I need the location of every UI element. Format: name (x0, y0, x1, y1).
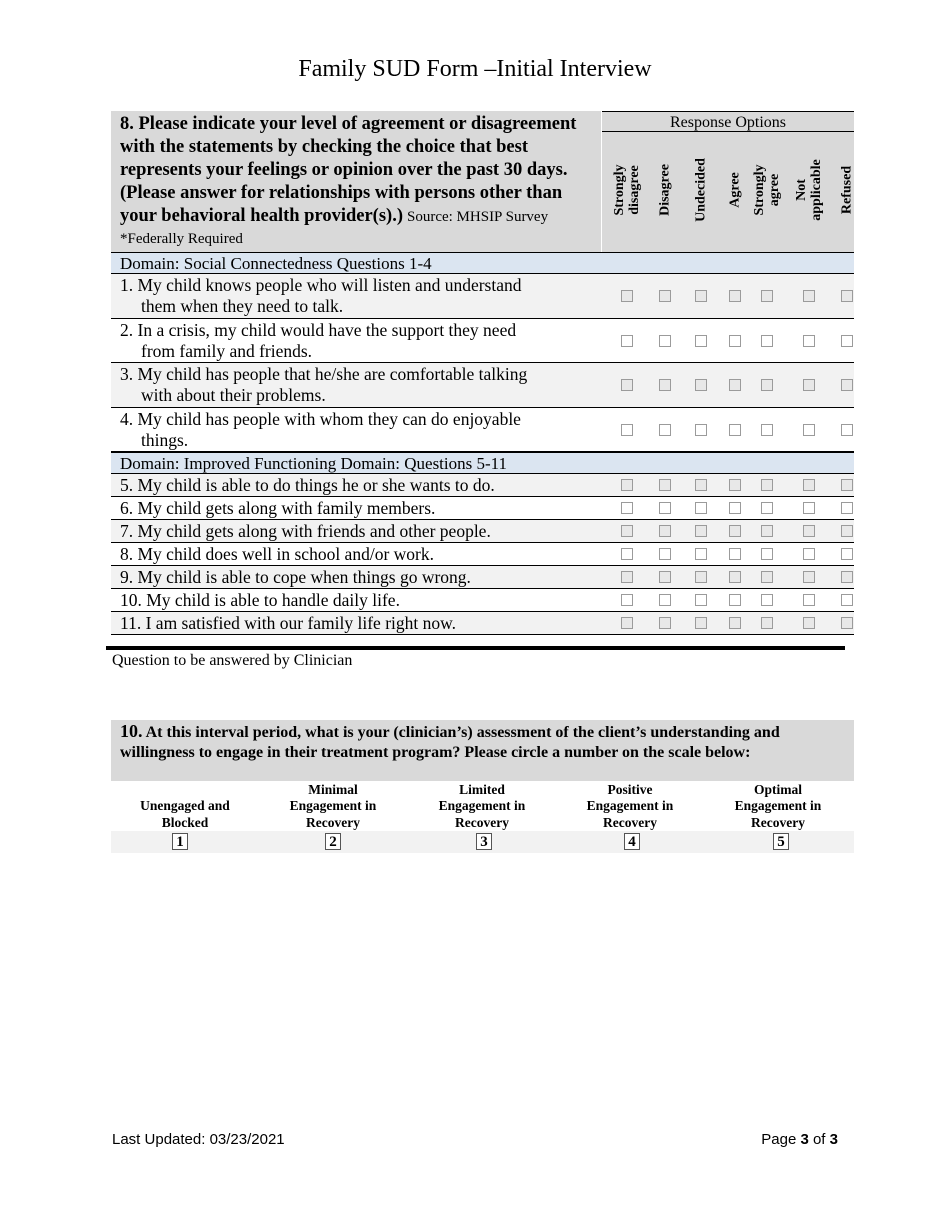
response-checkbox[interactable] (803, 502, 815, 514)
response-checkbox[interactable] (659, 424, 671, 436)
response-checkbox[interactable] (621, 479, 633, 491)
scale-label: Unengaged and Blocked (140, 798, 230, 830)
question-line-continued: them when they need to talk. (141, 296, 344, 316)
question-8-table (111, 111, 854, 635)
question-8-prompt (111, 111, 601, 252)
table-row (111, 566, 854, 589)
response-checkbox[interactable] (695, 479, 707, 491)
response-option-header (647, 132, 683, 252)
response-option-header (749, 132, 785, 252)
response-checkbox[interactable] (803, 571, 815, 583)
response-checkbox[interactable] (761, 548, 773, 560)
response-checkbox[interactable] (803, 617, 815, 629)
response-checkbox[interactable] (761, 379, 773, 391)
domain-header-social: Domain: Social Connectedness Questions 1-4 (111, 252, 854, 274)
response-checkbox[interactable] (659, 502, 671, 514)
response-checkbox[interactable] (621, 335, 633, 347)
question-text (120, 543, 590, 565)
scale-label: Positive Engagement in Recovery (586, 781, 674, 830)
question-line: 9. My child is able to cope when things go wrong. (120, 567, 471, 587)
section-divider (106, 646, 845, 650)
response-checkbox[interactable] (659, 594, 671, 606)
response-option-label: Undecided (693, 158, 709, 222)
table-row (111, 363, 854, 408)
response-checkbox[interactable] (695, 594, 707, 606)
response-checkbox[interactable] (729, 617, 741, 629)
table-row (111, 543, 854, 566)
question-text (120, 275, 590, 317)
response-checkbox[interactable] (659, 525, 671, 537)
response-option-header (609, 132, 645, 252)
table-row (111, 589, 854, 612)
response-checkbox[interactable] (803, 525, 815, 537)
last-updated: Last Updated: 03/23/2021 (112, 1131, 285, 1148)
response-checkbox[interactable] (695, 617, 707, 629)
response-checkbox[interactable] (729, 290, 741, 302)
response-checkbox[interactable] (729, 525, 741, 537)
question-text (120, 566, 590, 588)
question-text (120, 364, 590, 406)
question-8-text: 8. Please indicate your level of agreement or disagreement with the statements by checking the choice that best represents your feelings or opinion over the past 30 days. (Please answer for relationships with persons other than your behavioral health provider(s).) (120, 114, 577, 226)
response-checkbox[interactable] (729, 479, 741, 491)
question-text (120, 409, 590, 451)
response-checkbox[interactable] (659, 479, 671, 491)
table-row (111, 408, 854, 453)
page-current: 3 (800, 1131, 809, 1148)
response-checkbox[interactable] (695, 424, 707, 436)
question-10-number: 10. (120, 721, 143, 741)
response-checkbox[interactable] (695, 571, 707, 583)
response-checkbox[interactable] (803, 335, 815, 347)
question-line: 6. My child gets along with family members. (120, 498, 436, 518)
response-checkbox[interactable] (841, 617, 853, 629)
response-checkbox[interactable] (761, 525, 773, 537)
question-text (120, 612, 590, 634)
response-option-headers (602, 132, 854, 252)
response-checkbox[interactable] (695, 379, 707, 391)
scale-label: Optimal Engagement in Recovery (734, 781, 822, 830)
response-checkbox[interactable] (761, 617, 773, 629)
response-checkbox[interactable] (659, 571, 671, 583)
response-checkbox[interactable] (841, 548, 853, 560)
response-option-label: Strongly agree (752, 164, 782, 216)
response-checkbox[interactable] (621, 548, 633, 560)
response-checkbox[interactable] (659, 379, 671, 391)
question-line: 3. My child has people that he/she are comfortable talking (120, 364, 528, 384)
response-option-label: Strongly disagree (612, 164, 642, 216)
response-checkbox[interactable] (695, 502, 707, 514)
scale-label: Minimal Engagement in Recovery (289, 781, 377, 830)
response-checkbox[interactable] (761, 594, 773, 606)
response-checkbox[interactable] (803, 479, 815, 491)
table-row (111, 319, 854, 364)
question-text (120, 520, 590, 542)
question-10-text: At this interval period, what is your (clinician’s) assessment of the client’s understanding and willingness to engage in their treatment program? Please circle a number on the scale below: (120, 724, 780, 761)
page-total: 3 (829, 1131, 838, 1148)
response-option-label: Refused (839, 165, 855, 215)
response-checkbox[interactable] (621, 290, 633, 302)
scale-number-option[interactable]: 4 (624, 833, 640, 850)
question-10-prompt (111, 720, 854, 781)
question-line: 8. My child does well in school and/or work. (120, 544, 434, 564)
domain-header-functioning: Domain: Improved Functioning Domain: Questions 5-11 (111, 452, 854, 474)
scale-number-option[interactable]: 5 (773, 833, 789, 850)
response-checkbox[interactable] (659, 617, 671, 629)
response-checkbox[interactable] (803, 379, 815, 391)
question-line-continued: with about their problems. (141, 385, 326, 405)
response-checkbox[interactable] (729, 594, 741, 606)
table-row (111, 274, 854, 319)
response-checkbox[interactable] (729, 335, 741, 347)
response-checkbox[interactable] (803, 548, 815, 560)
response-checkbox[interactable] (729, 571, 741, 583)
table-row (111, 612, 854, 635)
response-checkbox[interactable] (695, 290, 707, 302)
response-checkbox[interactable] (621, 525, 633, 537)
response-checkbox[interactable] (729, 424, 741, 436)
response-options-title: Response Options (602, 111, 854, 132)
response-checkbox[interactable] (841, 594, 853, 606)
scale-label: Limited Engagement in Recovery (438, 781, 526, 830)
question-8-source: Source: MHSIP Survey *Federally Required (120, 209, 549, 247)
response-checkbox[interactable] (621, 424, 633, 436)
response-checkbox[interactable] (761, 571, 773, 583)
question-line: 7. My child gets along with friends and other people. (120, 521, 491, 541)
response-option-label: Disagree (657, 164, 673, 216)
question-line-continued: things. (141, 429, 189, 450)
response-checkbox[interactable] (621, 571, 633, 583)
response-checkbox[interactable] (841, 479, 853, 491)
response-option-label: Not applicable (794, 159, 824, 221)
question-text (120, 474, 590, 496)
scale-number-option[interactable]: 3 (476, 833, 492, 850)
response-checkbox[interactable] (841, 379, 853, 391)
response-checkbox[interactable] (659, 335, 671, 347)
response-checkbox[interactable] (841, 290, 853, 302)
clinician-note: Question to be answered by Clinician (112, 652, 353, 669)
question-line: 1. My child knows people who will listen and understand (120, 275, 522, 295)
response-checkbox[interactable] (803, 290, 815, 302)
response-checkbox[interactable] (761, 479, 773, 491)
table-row (111, 474, 854, 497)
page-number (761, 1131, 838, 1148)
response-checkbox[interactable] (621, 379, 633, 391)
question-line: 10. My child is able to handle daily life. (120, 590, 400, 610)
response-option-label: Agree (727, 172, 743, 208)
response-checkbox[interactable] (729, 548, 741, 560)
question-line: 11. I am satisfied with our family life right now. (120, 613, 456, 633)
question-line: 4. My child has people with whom they can do enjoyable (120, 408, 521, 429)
response-checkbox[interactable] (659, 290, 671, 302)
response-checkbox[interactable] (621, 617, 633, 629)
response-checkbox[interactable] (803, 594, 815, 606)
response-checkbox[interactable] (621, 502, 633, 514)
response-checkbox[interactable] (729, 502, 741, 514)
response-checkbox[interactable] (761, 290, 773, 302)
response-checkbox[interactable] (841, 424, 853, 436)
response-checkbox[interactable] (621, 594, 633, 606)
response-checkbox[interactable] (761, 424, 773, 436)
response-options (602, 111, 854, 252)
scale-numbers (111, 831, 854, 853)
question-text (120, 589, 590, 611)
response-checkbox[interactable] (729, 379, 741, 391)
question-text (120, 497, 590, 519)
page-of: of (808, 1131, 830, 1148)
response-option-header (791, 132, 827, 252)
page-prefix: Page (761, 1131, 801, 1148)
table-row (111, 520, 854, 543)
response-checkbox[interactable] (841, 502, 853, 514)
question-line: 2. In a crisis, my child would have the support they need (120, 319, 517, 340)
question-line: 5. My child is able to do things he or she wants to do. (120, 475, 495, 495)
response-checkbox[interactable] (761, 335, 773, 347)
table-row (111, 497, 854, 520)
scale-labels (111, 781, 854, 831)
question-line-continued: from family and friends. (141, 340, 313, 361)
scale-number-option[interactable]: 2 (325, 833, 341, 850)
page-title: Family SUD Form –Initial Interview (298, 56, 652, 82)
response-checkbox[interactable] (695, 335, 707, 347)
response-checkbox[interactable] (695, 548, 707, 560)
response-checkbox[interactable] (803, 424, 815, 436)
response-option-header (683, 132, 719, 252)
question-10 (111, 720, 854, 853)
response-checkbox[interactable] (841, 335, 853, 347)
response-option-header (717, 132, 753, 252)
response-checkbox[interactable] (761, 502, 773, 514)
response-option-header (829, 132, 865, 252)
scale-number-option[interactable]: 1 (172, 833, 188, 850)
question-8-header (111, 111, 854, 252)
response-checkbox[interactable] (659, 548, 671, 560)
response-checkbox[interactable] (695, 525, 707, 537)
response-checkbox[interactable] (841, 525, 853, 537)
question-text (120, 320, 590, 362)
response-checkbox[interactable] (841, 571, 853, 583)
